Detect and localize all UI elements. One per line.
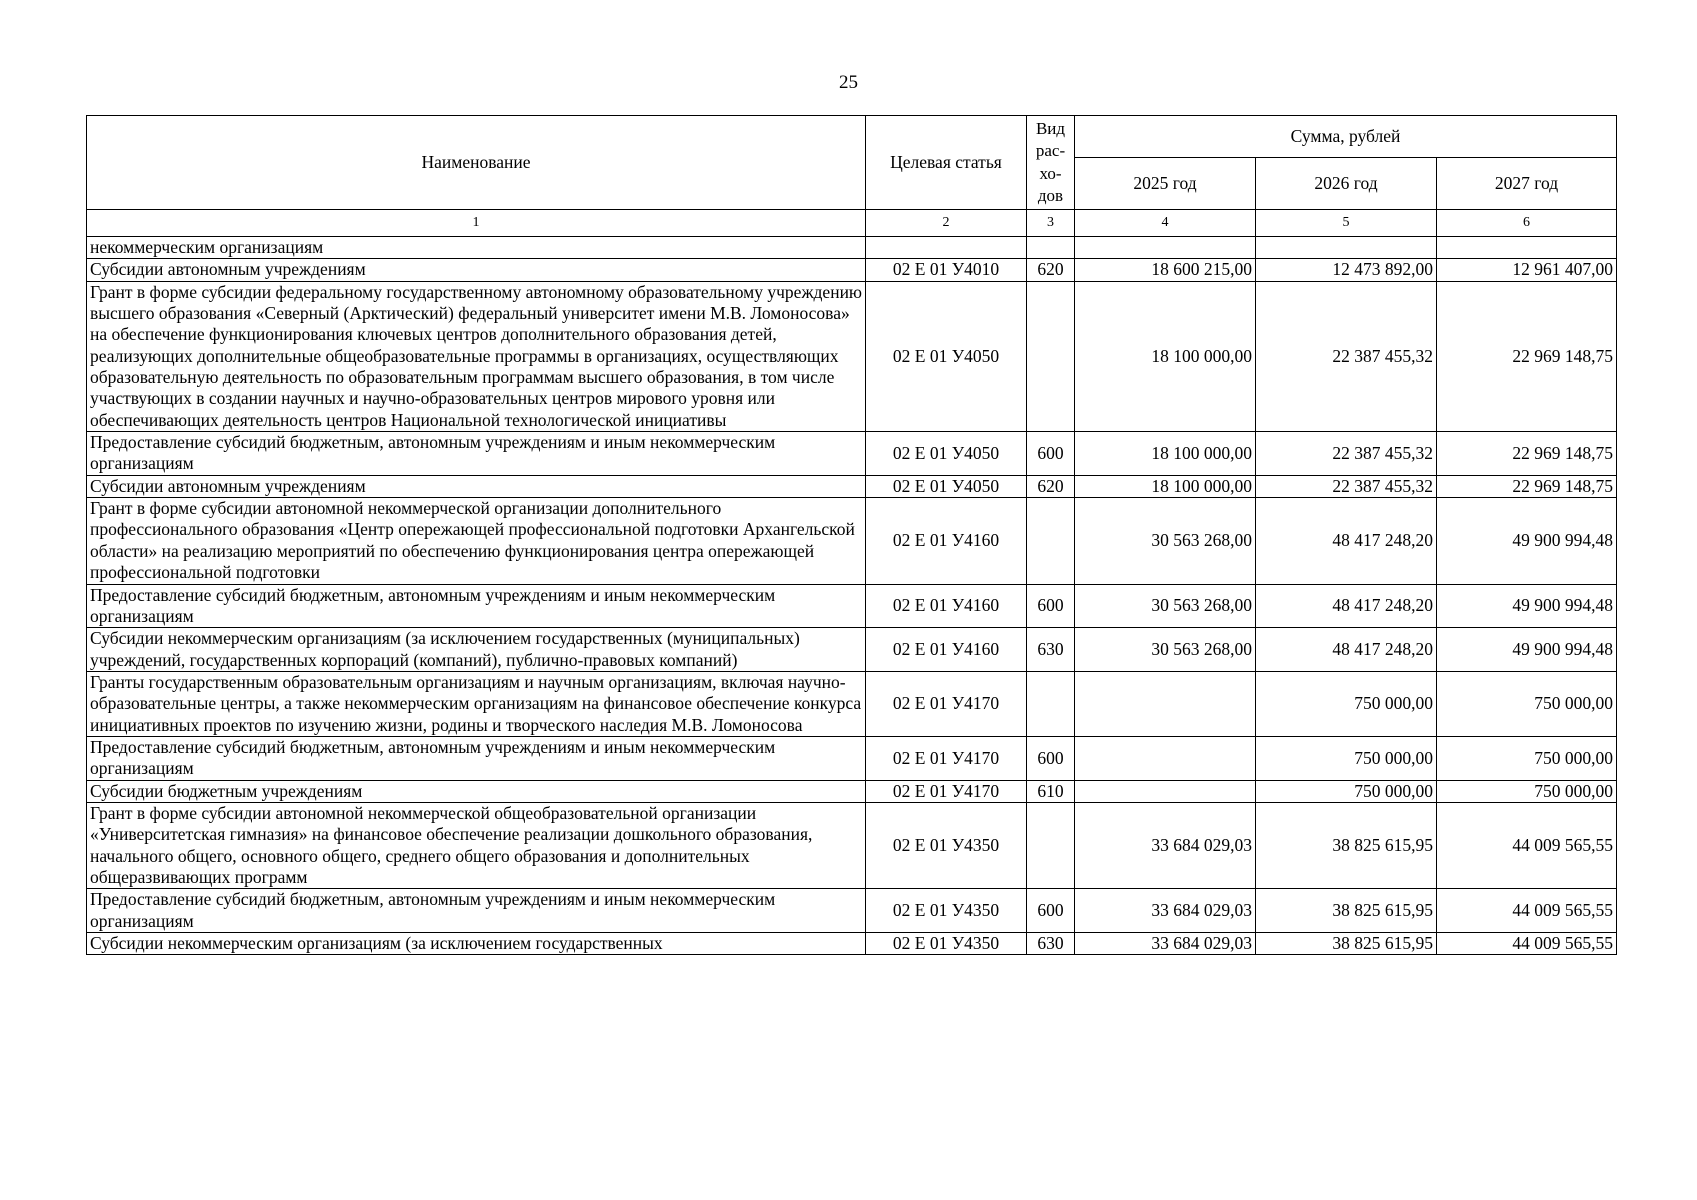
- header-year-2026: 2026 год: [1256, 158, 1437, 210]
- row-expense-type: 630: [1027, 628, 1075, 672]
- row-sum-2026: 48 417 248,20: [1256, 628, 1437, 672]
- row-sum-2026: 48 417 248,20: [1256, 498, 1437, 584]
- row-sum-2026: 38 825 615,95: [1256, 933, 1437, 955]
- table-row: [87, 889, 1617, 933]
- row-name: Предоставление субсидий бюджетным, автономным учреждениям и иным некоммерческим организациям: [87, 432, 866, 476]
- row-name: Субсидии некоммерческим организациям (за исключением государственных: [87, 933, 866, 955]
- header-expense-type-line: Вид: [1035, 119, 1066, 139]
- table-row: [87, 259, 1617, 281]
- row-name: Предоставление субсидий бюджетным, автономным учреждениям и иным некоммерческим организациям: [87, 584, 866, 628]
- table-row: [87, 933, 1617, 955]
- row-sum-2025: 18 600 215,00: [1075, 259, 1256, 281]
- row-target-article: 02 Е 01 У4350: [866, 933, 1027, 955]
- header-year-2025: 2025 год: [1075, 158, 1256, 210]
- row-target-article: 02 Е 01 У4350: [866, 802, 1027, 888]
- row-target-article: 02 Е 01 У4010: [866, 259, 1027, 281]
- row-expense-type: 630: [1027, 933, 1075, 955]
- row-target-article: 02 Е 01 У4170: [866, 671, 1027, 736]
- row-name: Субсидии бюджетным учреждениям: [87, 780, 866, 802]
- column-number-row: [87, 210, 1617, 237]
- header-sum: Сумма, рублей: [1075, 116, 1617, 158]
- row-sum-2027: 750 000,00: [1437, 671, 1617, 736]
- table-row: [87, 432, 1617, 476]
- row-name: Субсидии автономным учреждениям: [87, 259, 866, 281]
- row-sum-2025: 33 684 029,03: [1075, 802, 1256, 888]
- row-name: Предоставление субсидий бюджетным, автономным учреждениям и иным некоммерческим организациям: [87, 736, 866, 780]
- row-name: Гранты государственным образовательным организациям и научным организациям, включая научно-образовательные центры, а также некоммерческим организациям на финансовое обеспечение конкурса инициативных проектов по изучению жизни, родины и творческого наследия М.В. Ломоносова: [87, 671, 866, 736]
- row-expense-type: [1027, 498, 1075, 584]
- table-row: [87, 475, 1617, 497]
- row-target-article: 02 Е 01 У4160: [866, 628, 1027, 672]
- row-sum-2027: 49 900 994,48: [1437, 628, 1617, 672]
- row-name: Субсидии некоммерческим организациям (за исключением государственных (муниципальных) учреждений, государственных корпораций (компаний), публично-правовых компаний): [87, 628, 866, 672]
- row-sum-2026: 22 387 455,32: [1256, 281, 1437, 431]
- row-expense-type: 620: [1027, 475, 1075, 497]
- row-sum-2025: 30 563 268,00: [1075, 628, 1256, 672]
- table-row: [87, 736, 1617, 780]
- column-number: 2: [866, 210, 1027, 237]
- row-sum-2027: 49 900 994,48: [1437, 584, 1617, 628]
- row-sum-2027: 750 000,00: [1437, 736, 1617, 780]
- column-number: 5: [1256, 210, 1437, 237]
- row-sum-2026: 750 000,00: [1256, 736, 1437, 780]
- row-target-article: 02 Е 01 У4350: [866, 889, 1027, 933]
- row-expense-type: 610: [1027, 780, 1075, 802]
- page-number: 25: [839, 72, 858, 93]
- row-sum-2027: 44 009 565,55: [1437, 802, 1617, 888]
- row-name: некоммерческим организациям: [87, 237, 866, 259]
- row-sum-2025: [1075, 736, 1256, 780]
- row-expense-type: [1027, 281, 1075, 431]
- row-target-article: 02 Е 01 У4050: [866, 281, 1027, 431]
- row-sum-2026: 22 387 455,32: [1256, 432, 1437, 476]
- table-row: [87, 802, 1617, 888]
- row-sum-2025: 33 684 029,03: [1075, 889, 1256, 933]
- row-target-article: 02 Е 01 У4160: [866, 498, 1027, 584]
- row-sum-2025: [1075, 780, 1256, 802]
- row-sum-2026: [1256, 237, 1437, 259]
- header-expense-type-line: хо-: [1039, 163, 1062, 183]
- row-sum-2027: 44 009 565,55: [1437, 889, 1617, 933]
- row-sum-2025: 18 100 000,00: [1075, 281, 1256, 431]
- row-sum-2027: 22 969 148,75: [1437, 281, 1617, 431]
- row-sum-2026: 38 825 615,95: [1256, 802, 1437, 888]
- row-sum-2027: 12 961 407,00: [1437, 259, 1617, 281]
- row-target-article: 02 Е 01 У4170: [866, 736, 1027, 780]
- table-row: [87, 671, 1617, 736]
- row-target-article: 02 Е 01 У4050: [866, 432, 1027, 476]
- row-sum-2025: 30 563 268,00: [1075, 498, 1256, 584]
- row-sum-2027: 750 000,00: [1437, 780, 1617, 802]
- column-number: 1: [87, 210, 866, 237]
- row-target-article: 02 Е 01 У4050: [866, 475, 1027, 497]
- row-expense-type: [1027, 802, 1075, 888]
- header-target-article: Целевая статья: [866, 116, 1027, 210]
- header-year-2027: 2027 год: [1437, 158, 1617, 210]
- header-name: Наименование: [87, 116, 866, 210]
- column-number: 4: [1075, 210, 1256, 237]
- row-expense-type: [1027, 237, 1075, 259]
- budget-table: [86, 115, 1617, 955]
- table-row: [87, 237, 1617, 259]
- row-sum-2026: 48 417 248,20: [1256, 584, 1437, 628]
- row-sum-2027: [1437, 237, 1617, 259]
- row-expense-type: 600: [1027, 889, 1075, 933]
- row-expense-type: [1027, 671, 1075, 736]
- table-row: [87, 780, 1617, 802]
- column-number: 3: [1027, 210, 1075, 237]
- row-name: Грант в форме субсидии федеральному государственному автономному образовательному учреждению высшего образования «Северный (Арктический) федеральный университет имени М.В. Ломоносова» на обеспечение функционирования ключевых центров дополнительного образования детей, реализующих дополнительные общеобразовательные программы в организациях, осуществляющих образовательную деятельность по образовательным программам высшего образования, в том числе участвующих в создании научных и научно-образовательных центров мирового уровня или обеспечивающих деятельность центров Национальной технологической инициативы: [87, 281, 866, 431]
- table-row: [87, 584, 1617, 628]
- row-sum-2026: 38 825 615,95: [1256, 889, 1437, 933]
- row-name: Предоставление субсидий бюджетным, автономным учреждениям и иным некоммерческим организациям: [87, 889, 866, 933]
- table-row: [87, 281, 1617, 431]
- row-expense-type: 600: [1027, 736, 1075, 780]
- row-expense-type: 600: [1027, 432, 1075, 476]
- row-target-article: 02 Е 01 У4160: [866, 584, 1027, 628]
- row-sum-2026: 750 000,00: [1256, 780, 1437, 802]
- row-sum-2026: 750 000,00: [1256, 671, 1437, 736]
- table-row: [87, 628, 1617, 672]
- row-expense-type: 620: [1027, 259, 1075, 281]
- header-expense-type-line: рас-: [1035, 141, 1066, 161]
- row-sum-2027: 22 969 148,75: [1437, 432, 1617, 476]
- row-name: Субсидии автономным учреждениям: [87, 475, 866, 497]
- row-sum-2027: 49 900 994,48: [1437, 498, 1617, 584]
- row-sum-2025: 18 100 000,00: [1075, 432, 1256, 476]
- header-expense-type: [1027, 116, 1075, 210]
- column-number: 6: [1437, 210, 1617, 237]
- row-target-article: [866, 237, 1027, 259]
- row-name: Грант в форме субсидии автономной некоммерческой общеобразовательной организации «Университетская гимназия» на финансовое обеспечение реализации дошкольного образования, начального общего, основного общего, среднего общего образования и дополнительных общеразвивающих программ: [87, 802, 866, 888]
- row-target-article: 02 Е 01 У4170: [866, 780, 1027, 802]
- row-sum-2026: 12 473 892,00: [1256, 259, 1437, 281]
- row-sum-2025: 33 684 029,03: [1075, 933, 1256, 955]
- row-sum-2025: 30 563 268,00: [1075, 584, 1256, 628]
- table-row: [87, 498, 1617, 584]
- row-sum-2025: [1075, 237, 1256, 259]
- row-sum-2027: 44 009 565,55: [1437, 933, 1617, 955]
- row-sum-2025: 18 100 000,00: [1075, 475, 1256, 497]
- row-sum-2027: 22 969 148,75: [1437, 475, 1617, 497]
- row-sum-2026: 22 387 455,32: [1256, 475, 1437, 497]
- row-sum-2025: [1075, 671, 1256, 736]
- header-expense-type-line: дов: [1037, 185, 1064, 205]
- row-expense-type: 600: [1027, 584, 1075, 628]
- row-name: Грант в форме субсидии автономной некоммерческой организации дополнительного профессионального образования «Центр опережающей профессиональной подготовки Архангельской области» на реализацию мероприятий по обеспечению функционирования центра опережающей профессиональной подготовки: [87, 498, 866, 584]
